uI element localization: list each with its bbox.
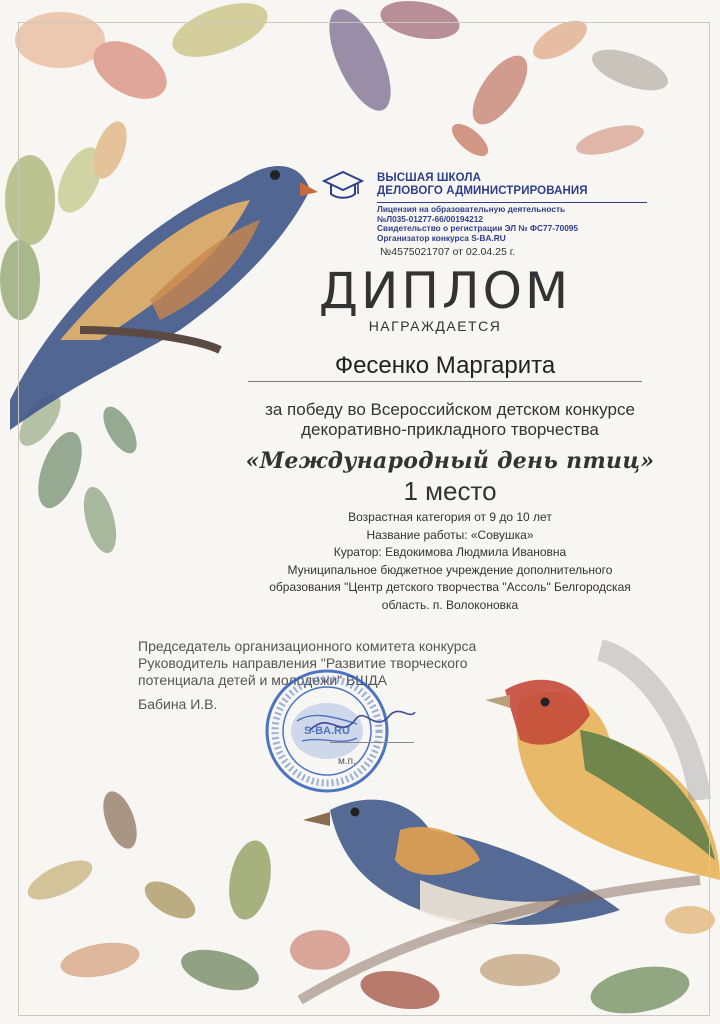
curator: Куратор: Евдокимова Людмила Ивановна [333,545,567,559]
signature-line [330,742,414,743]
signatory-line1: Председатель организационного комитета конкурса [138,638,477,654]
institution-line3: область. п. Волоконовка [381,597,519,612]
place-award: 1 место [403,476,497,506]
diploma-number: №4575021707 от 02.04.25 г. [380,246,516,258]
participant-details [210,509,690,614]
graduation-cap-icon [322,168,364,204]
victory-text [210,400,690,440]
stamp-note: м.п. [338,756,356,767]
license-number: №Л035-01277-66/00194212 [377,213,483,224]
signatory-line3: потенциала детей и молодежи" ВШДА [138,672,387,688]
victory-line2: декоративно-прикладного творчества [301,420,599,439]
registration-text: Свидетельство о регистрации ЭЛ № ФС77-70095 [377,223,579,234]
license-text: Лицензия на образовательную деятельность [377,204,566,214]
organization-name [377,172,588,198]
signatory-line2: Руководитель направления "Развитие творческого [138,655,468,671]
work-title: Название работы: «Совушка» [366,527,534,542]
organization-divider [377,202,647,203]
organizer-text: Организатор конкурса S-BA.RU [377,232,506,243]
license-info [377,205,578,243]
signature [300,690,420,750]
recipient-underline [248,381,642,382]
recipient-name: Фесенко Маргарита [334,352,556,379]
organization-name-line2: ДЕЛОВОГО АДМИНИСТРИРОВАНИЯ [377,185,588,197]
institution-line1: Муниципальное бюджетное учреждение дополнительного [287,562,613,577]
diploma-title: ДИПЛОМ [318,262,572,320]
age-category: Возрастная категория от 9 до 10 лет [348,510,552,524]
signatory-name: Бабина И.В. [138,696,218,712]
awarded-label: НАГРАЖДАЕТСЯ [368,318,502,334]
seal-center-text: S-BA.RU [304,725,350,737]
contest-name: «Международный день птиц» [245,448,655,474]
institution-line2: образования "Центр детского творчества "Ассоль" Белгородская [269,580,631,594]
organization-name-line1: ВЫСШАЯ ШКОЛА [377,172,481,184]
victory-line1: за победу во Всероссийском детском конкурсе [265,400,635,419]
